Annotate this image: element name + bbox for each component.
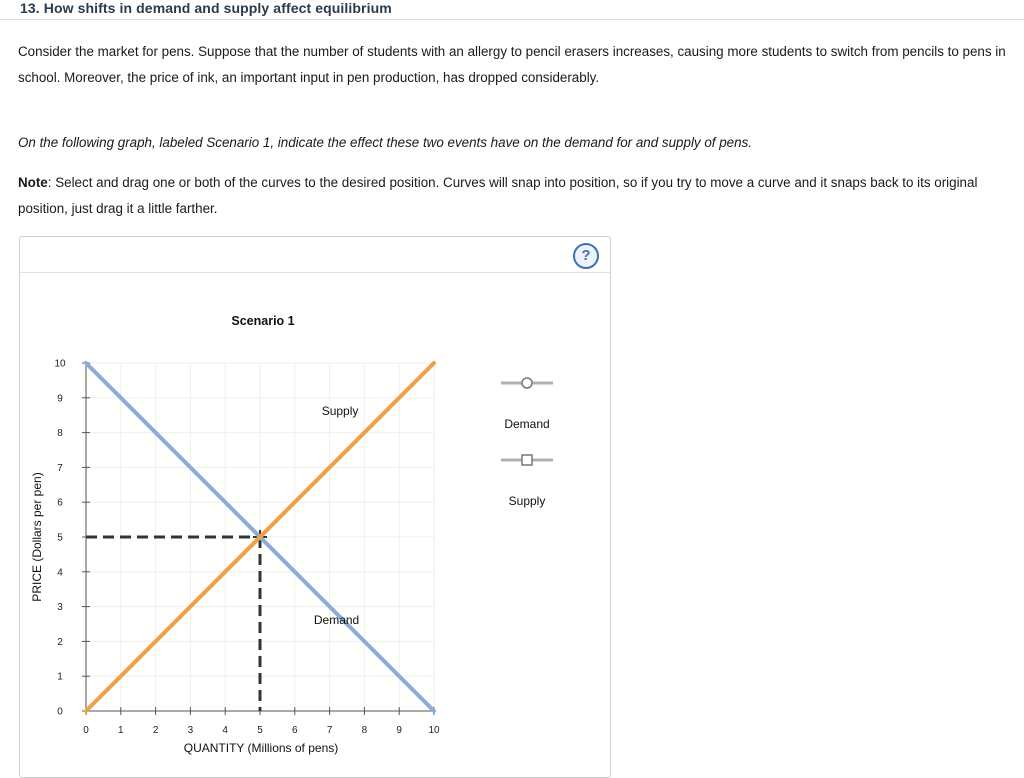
y-tick-label: 5 [57, 532, 63, 544]
x-tick-label: 8 [361, 725, 368, 736]
x-tick-label: 5 [257, 725, 263, 736]
chart-title: Scenario 1 [231, 314, 295, 328]
x-tick-label: 7 [326, 725, 333, 736]
x-tick-label: 4 [222, 725, 228, 736]
demand-tool-circle-icon[interactable] [522, 378, 532, 388]
y-tick-label: 1 [57, 671, 63, 683]
y-tick-label: 6 [57, 497, 63, 509]
supply-tool-label: Supply [508, 494, 546, 508]
y-tick-label: 2 [57, 636, 63, 648]
question-instruction: On the following graph, labeled Scenario 1, indicate the effect these two events have on the demand for and supply of pens. [18, 135, 752, 150]
x-tick-label: 0 [83, 725, 89, 736]
question-title: 13. How shifts in demand and supply affect equilibrium [20, 0, 392, 16]
title-divider [0, 19, 1024, 20]
supply-tool-square-icon[interactable] [522, 455, 532, 465]
x-tick-label: 2 [152, 725, 159, 736]
x-axis-title: QUANTITY (Millions of pens) [183, 741, 339, 755]
y-tick-label: 4 [57, 567, 63, 579]
y-axis-title: PRICE (Dollars per pen) [30, 472, 44, 602]
note-label: Note [18, 175, 48, 190]
y-tick-label: 0 [57, 706, 63, 718]
demand-curve-label: Demand [313, 613, 360, 627]
x-tick-label: 1 [118, 725, 124, 736]
curve-palette[interactable] [501, 378, 553, 508]
y-tick-label: 7 [57, 462, 63, 474]
y-tick-label: 3 [57, 602, 63, 614]
x-tick-label: 3 [187, 725, 194, 736]
question-paragraph: Consider the market for pens. Suppose that the number of students with an allergy to pencil erasers increases, causing more students to switch from pencils to pens in school. Moreover, the price of ink, an important input in pen production, has dropped considerably. [18, 44, 1006, 85]
x-tick-label: 9 [396, 725, 402, 736]
help-icon[interactable]: ? [573, 243, 599, 269]
y-tick-label: 9 [57, 393, 63, 405]
note-text: : Select and drag one or both of the curves to the desired position. Curves will snap into position, so if you try to move a curve and it snaps back to its original position, just drag it a little farther. [18, 175, 978, 216]
supply-curve-label: Supply [321, 404, 359, 419]
supply-tool[interactable] [501, 455, 553, 508]
demand-tool[interactable] [501, 378, 553, 431]
x-tick-label: 6 [292, 725, 298, 736]
x-tick-label: 10 [428, 725, 440, 736]
demand-tool-label: Demand [504, 417, 550, 431]
graph-panel [19, 236, 611, 778]
y-tick-label: 8 [57, 428, 63, 440]
scenario-1-graph[interactable] [20, 237, 610, 777]
y-tick-label: 10 [54, 358, 66, 370]
question-note [18, 170, 1018, 222]
